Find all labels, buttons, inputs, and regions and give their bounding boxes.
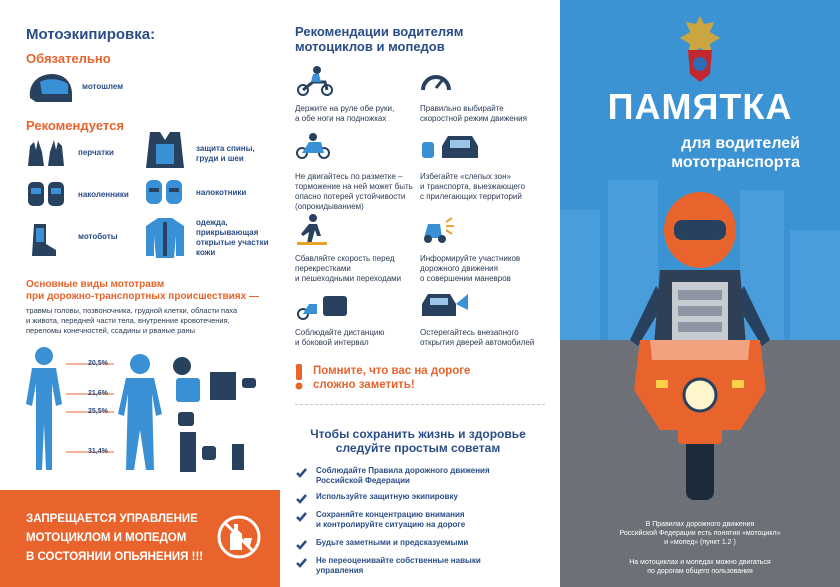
tip-text [316, 556, 481, 576]
rider-icon [295, 66, 335, 96]
check-icon [296, 511, 307, 522]
exclamation-icon [294, 364, 304, 390]
rec-6-line3: о совершении маневров [420, 274, 511, 283]
cover-note-1-line3: и «мопед» (пункт 1.2 ) [664, 539, 736, 546]
visibility-note [313, 364, 470, 392]
section-divider [295, 404, 545, 405]
tip-item [296, 492, 546, 506]
chest-protector-icon [144, 130, 186, 170]
knee-pads-icon [26, 180, 68, 208]
warning-line2: МОТОЦИКЛОМ И МОПЕДОМ [26, 532, 187, 544]
cover-subtitle [560, 134, 800, 172]
cover-note-2-line2: по дорогам общего пользования [647, 568, 753, 575]
jacket-label: одежда, прикрывающая открытые участки кожи [196, 218, 269, 257]
rec-3-line3: опасно потерей устойчивости [295, 192, 406, 201]
gear-panel [0, 0, 280, 587]
gear-title: Мотоэкипировка: [26, 26, 156, 43]
rec-1-line1: Держите на руле обе руки, [295, 104, 395, 113]
rec-5-line2: перекрестками [295, 264, 351, 273]
recommendations-heading-line2: мотоциклов и мопедов [295, 39, 445, 54]
warning-line1: ЗАПРЕЩАЕТСЯ УПРАВЛЕНИЕ [26, 513, 198, 525]
gear-set-illustration [172, 354, 262, 474]
injuries-heading-line2: при дорожно-транспортных происшествиях — [26, 291, 259, 302]
check-icon [296, 557, 307, 568]
injuries-heading-line1: Основные виды мототравм [26, 279, 165, 290]
rec-text-6 [420, 254, 520, 284]
police-emblem-icon [678, 14, 722, 84]
tip-text [316, 466, 490, 486]
gloves-label: перчатки [78, 148, 114, 157]
rec-2-line1: Правильно выбирайте [420, 104, 504, 113]
rec-4-line2: и транспорта, выезжающего [420, 182, 526, 191]
tip-text [316, 538, 468, 548]
rec-text-5 [295, 254, 401, 284]
rec-text-7 [295, 328, 384, 348]
knee-pads-label: наколенники [78, 190, 129, 199]
rec-text-2 [420, 104, 527, 124]
tips-heading-line2: следуйте простым советам [335, 441, 501, 455]
car-door-icon [420, 290, 484, 320]
motorcyclist-illustration [620, 190, 780, 510]
elbow-pads-icon [144, 178, 186, 206]
tip-1-line1: Соблюдайте Правила дорожного движения [316, 466, 490, 475]
rec-3-line1: Не двигайтесь по разметке – [295, 172, 403, 181]
rec-1-line2: а обе ноги на подножках [295, 114, 387, 123]
rec-6-line2: дорожного движения [420, 264, 498, 273]
cover-note-1-line1: В Правилах дорожного движения [645, 521, 755, 528]
tip-text [316, 510, 465, 530]
distance-icon [295, 290, 349, 320]
rec-7-line1: Соблюдайте дистанцию [295, 328, 385, 337]
rec-5-line3: и пешеходными переходами [295, 274, 402, 283]
cover-title: ПАМЯТКА [607, 86, 793, 127]
visibility-line2: сложно заметить! [313, 379, 415, 391]
rec-4-line1: Избегайте «слепых зон» [420, 172, 511, 181]
rec-text-1 [295, 104, 394, 124]
cover-panel [560, 0, 840, 587]
injuries-text-line2: и живота, передней части тела, внутренние кровотечения, [26, 316, 230, 325]
tip-item [296, 556, 546, 578]
tip-item [296, 538, 546, 552]
tip-text [316, 492, 458, 502]
required-heading: Обязательно [26, 51, 111, 66]
rec-text-8 [420, 328, 534, 348]
rec-2-line2: скоростной режим движения [420, 114, 527, 123]
scooter-signal-icon [420, 214, 456, 244]
boots-icon [28, 222, 58, 258]
injuries-text-line1: травмы головы, позвоночника, грудной клетки, области паха [26, 306, 238, 315]
cover-subtitle-line1: для водителей [681, 135, 800, 152]
injury-pct-abdomen: 25,5% [88, 408, 108, 415]
rec-5-line1: Сбавляйте скорость перед [295, 254, 395, 263]
cover-note-2 [560, 558, 840, 576]
jacket-icon [144, 216, 186, 260]
tip-5-line2: управления [316, 566, 364, 575]
rec-text-3 [295, 172, 413, 212]
injury-pct-head: 20,5% [88, 360, 108, 367]
tips-heading-line1: Чтобы сохранить жизнь и здоровье [310, 427, 526, 441]
check-icon [296, 539, 307, 550]
rec-3-line2: торможение на ней может быть [295, 182, 413, 191]
chest-protector-label: защита спины, груди и шеи [196, 144, 255, 163]
injury-pct-legs: 31,4% [88, 448, 108, 455]
warning-text [26, 510, 203, 567]
recommended-heading: Рекомендуется [26, 118, 124, 133]
cover-note-1 [560, 520, 840, 547]
visibility-line1: Помните, что вас на дороге [313, 365, 471, 377]
helmet-icon [26, 72, 74, 106]
required-item-label: мотошлем [82, 82, 124, 91]
injuries-heading [26, 279, 259, 303]
tip-3-line1: Сохраняйте концентрацию внимания [316, 510, 465, 519]
tip-1-line2: Российской Федерации [316, 476, 410, 485]
injuries-text-line3: переломы конечностей, ссадины и рваные раны [26, 326, 196, 335]
tip-item [296, 466, 546, 488]
tip-3-line2: и контролируйте ситуацию на дороге [316, 520, 466, 529]
injuries-text [26, 306, 237, 336]
rec-3-line4: (опрокидыванием) [295, 202, 364, 211]
tips-heading [298, 427, 538, 455]
recommendations-heading [295, 24, 463, 54]
boots-label: мотоботы [78, 232, 118, 241]
rec-8-line2: открытия дверей автомобилей [420, 338, 535, 347]
warning-line3: В СОСТОЯНИИ ОПЬЯНЕНИЯ !!! [26, 551, 204, 563]
injury-pct-chest: 21,6% [88, 390, 108, 397]
recommendations-heading-line1: Рекомендации водителям [295, 24, 464, 39]
tip-item [296, 510, 546, 532]
crosswalk-icon [295, 214, 329, 246]
check-icon [296, 467, 307, 478]
rec-7-line2: и боковой интервал [295, 338, 369, 347]
cover-note-2-line1: На мотоциклах и мопедах можно двигаться [629, 559, 771, 566]
warning-banner [0, 490, 280, 587]
rec-6-line1: Информируйте участников [420, 254, 521, 263]
rec-4-line3: с прилегающих территорий [420, 192, 522, 201]
gloves-icon [26, 138, 66, 168]
rec-text-4 [420, 172, 525, 202]
no-alcohol-icon [216, 514, 262, 560]
tip-5-line1: Не переоценивайте собственные навыки [316, 556, 481, 565]
cover-subtitle-line2: мототранспорта [671, 154, 800, 171]
check-icon [296, 493, 307, 504]
tip-4-line1: Будьте заметными и предсказуемыми [316, 538, 469, 547]
speedometer-icon [420, 66, 452, 96]
recommendations-panel [280, 0, 560, 587]
tip-2-line1: Используйте защитную экипировку [316, 492, 458, 501]
rec-8-line1: Остерегайтесь внезапного [420, 328, 519, 337]
elbow-pads-label: налокотники [196, 188, 247, 197]
cover-note-1-line2: Российской Федерации есть понятия «мотоцикл» [619, 530, 781, 537]
motorcycle-icon [295, 132, 331, 160]
blind-spot-icon [420, 132, 482, 162]
